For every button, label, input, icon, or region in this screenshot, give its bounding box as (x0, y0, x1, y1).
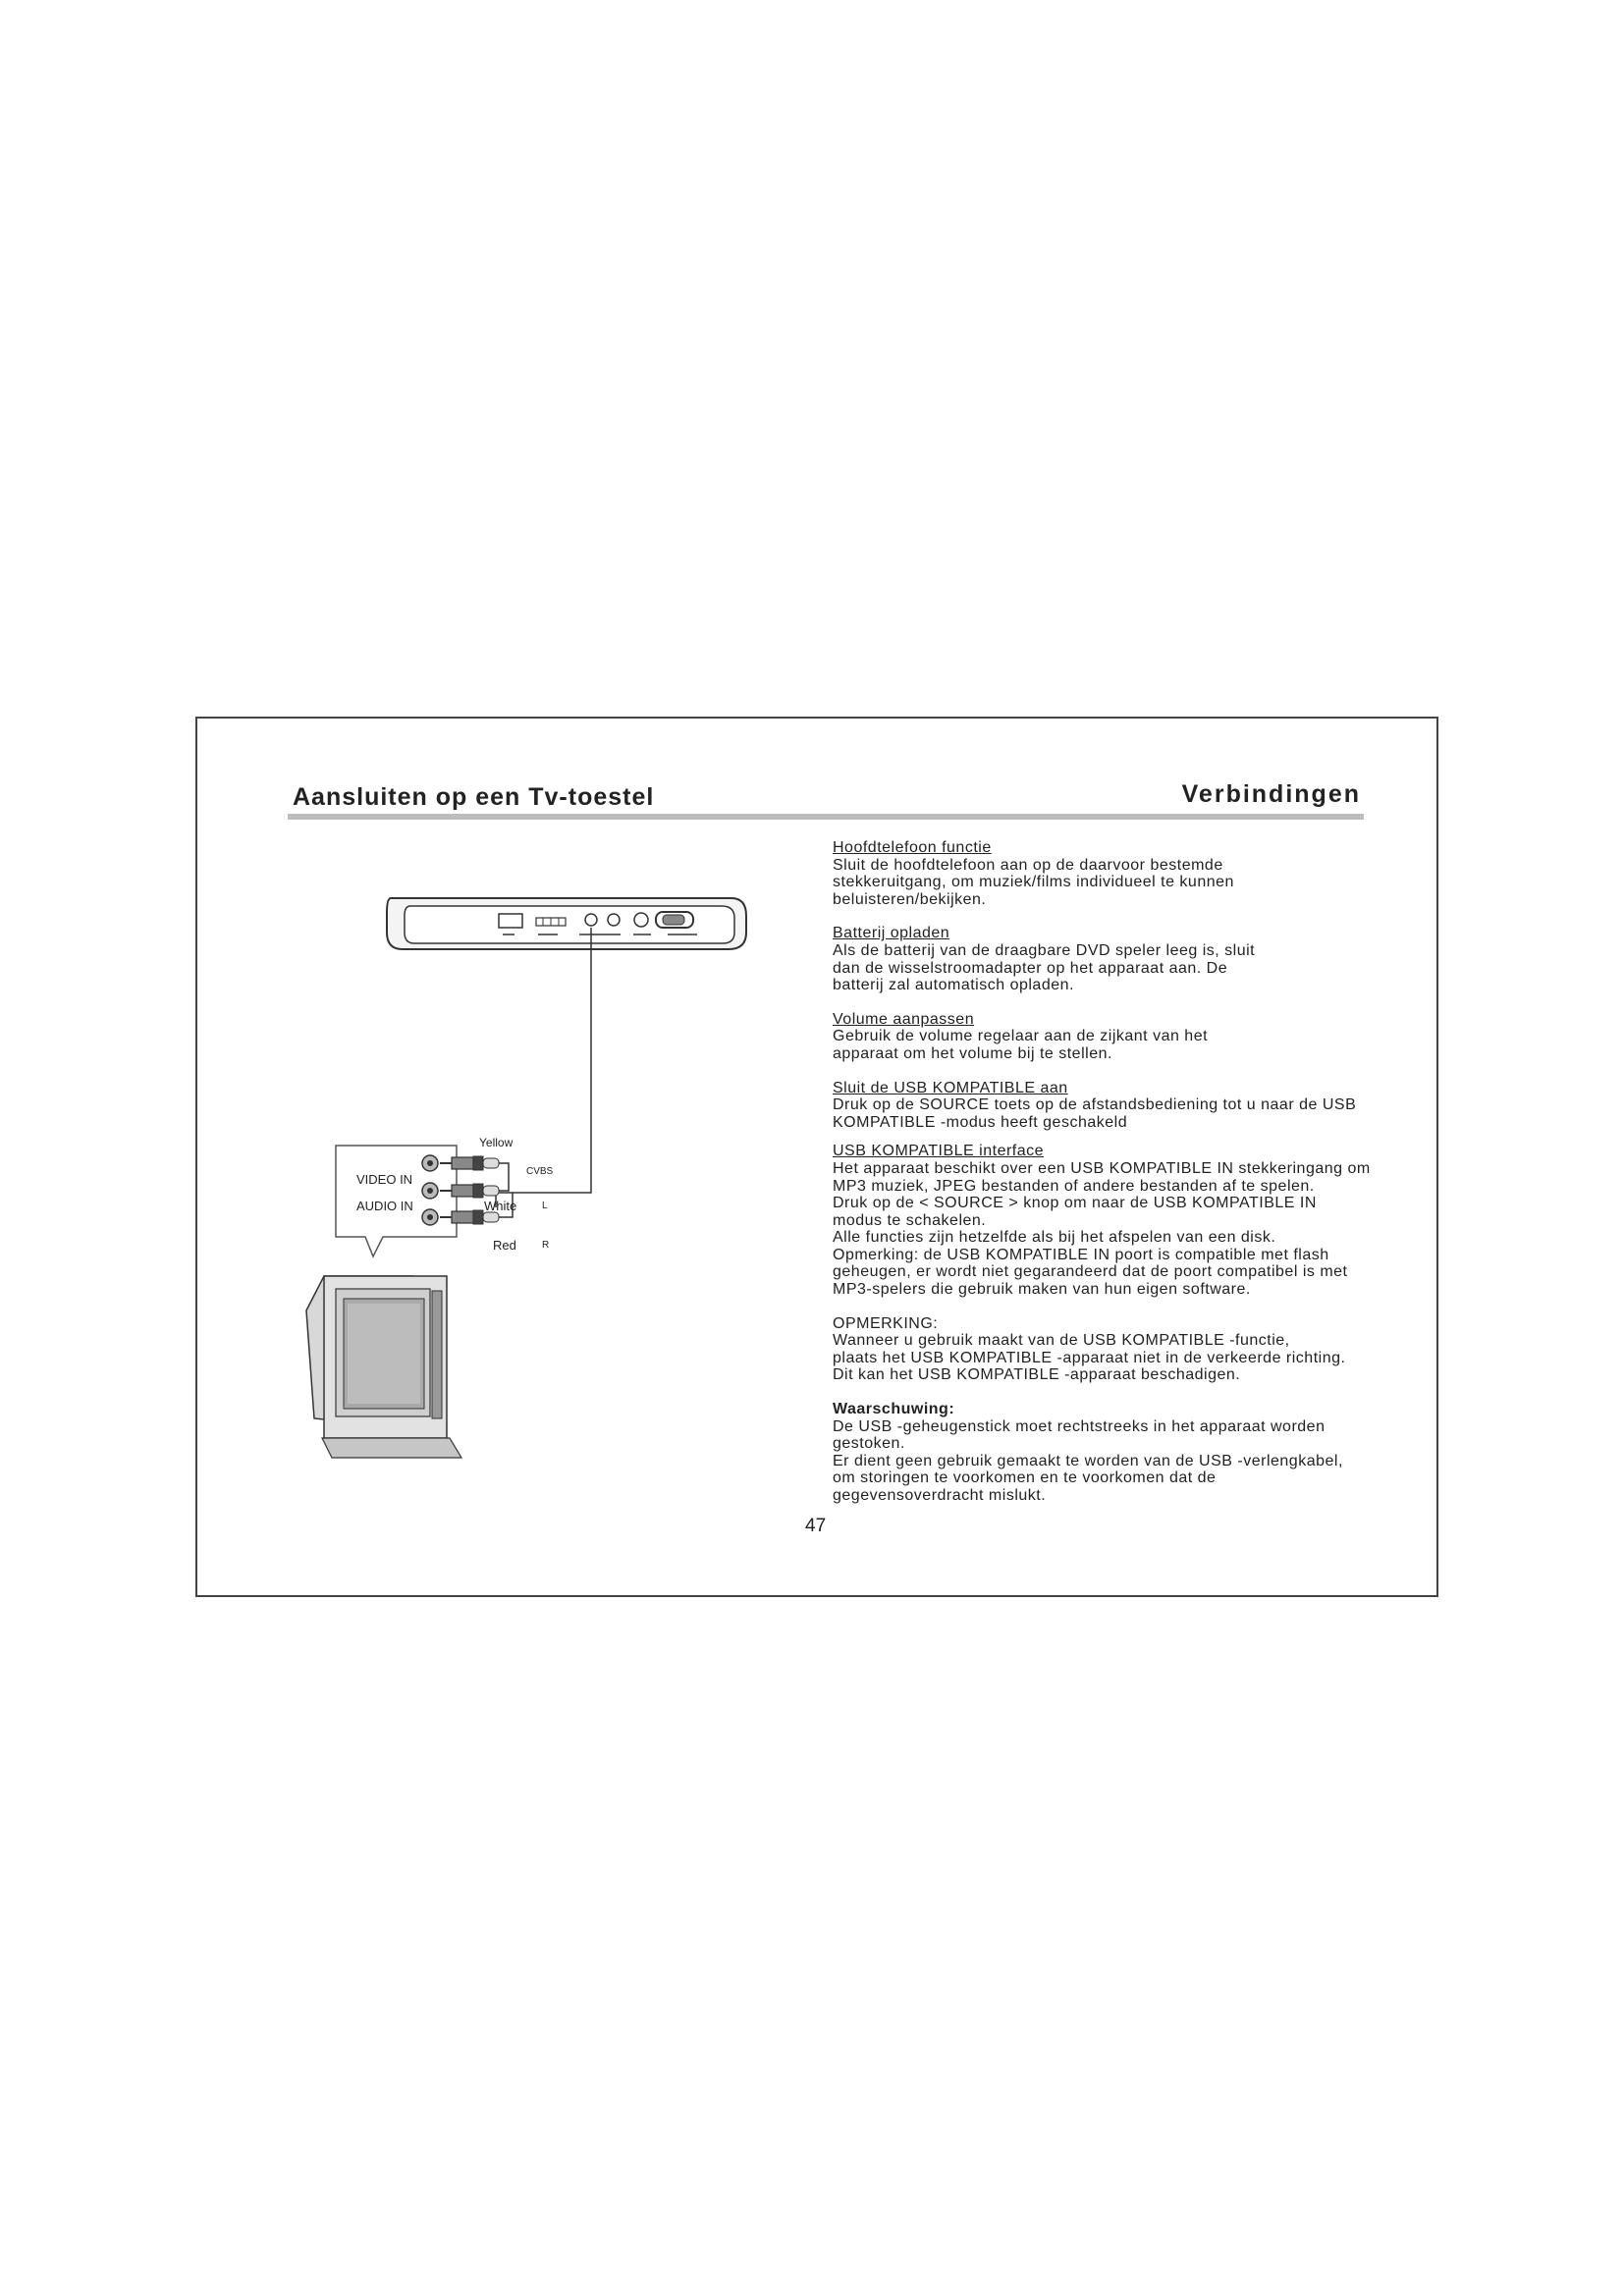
text-line: Alle functies zijn hetzelfde als bij het afspelen van een disk. (833, 1229, 1276, 1247)
text-line: Dit kan het USB KOMPATIBLE -apparaat beschadigen. (833, 1366, 1241, 1384)
text-line: beluisteren/bekijken. (833, 890, 987, 908)
section-heading: OPMERKING: (833, 1314, 939, 1332)
text-line: MP3 muziek, JPEG bestanden of andere bestanden af te spelen. (833, 1177, 1315, 1195)
text-line: Het apparaat beschikt over een USB KOMPATIBLE IN stekkeringang om (833, 1159, 1371, 1177)
section-title: Aansluiten op een Tv-toestel (293, 783, 655, 811)
section-note (833, 1315, 1402, 1384)
text-line: batterij zal automatisch opladen. (833, 977, 1074, 994)
l-label: L (542, 1201, 548, 1211)
section-battery (833, 925, 1402, 993)
instructions-column (833, 839, 1402, 1522)
text-line: Gebruik de volume regelaar aan de zijkant van het (833, 1028, 1209, 1045)
text-line: modus te schakelen. (833, 1211, 987, 1229)
text-line: Opmerking: de USB KOMPATIBLE IN poort is compatible met flash (833, 1246, 1329, 1263)
text-line: De USB -geheugenstick moet rechtstreeks in het apparaat worden (833, 1417, 1326, 1435)
section-heading: Waarschuwing: (833, 1401, 955, 1418)
header-rule (288, 814, 1364, 820)
text-line: MP3-spelers die gebruik maken van hun eigen software. (833, 1281, 1251, 1299)
text-line: dan de wisselstroomadapter op het apparaat aan. De (833, 959, 1228, 977)
section-usb-connect (833, 1080, 1402, 1132)
section-heading: USB KOMPATIBLE interface (833, 1143, 1045, 1160)
audio-in-label: AUDIO IN (356, 1199, 413, 1213)
text-line: geheugen, er wordt niet gegarandeerd dat de poort compatibel is met (833, 1263, 1348, 1281)
section-volume (833, 1011, 1402, 1063)
section-heading: Hoofdtelefoon functie (833, 839, 992, 856)
white-label: White (484, 1199, 517, 1213)
section-usb-interface (833, 1143, 1402, 1298)
text-line: gegevensoverdracht mislukt. (833, 1487, 1047, 1504)
section-heading: Sluit de USB KOMPATIBLE aan (833, 1079, 1068, 1096)
video-in-label: VIDEO IN (356, 1172, 413, 1187)
rca-jacks (422, 1155, 438, 1225)
section-heading: Volume aanpassen (833, 1010, 975, 1028)
text-line: Wanneer u gebruik maakt van de USB KOMPATIBLE -functie, (833, 1332, 1290, 1350)
section-warning (833, 1401, 1402, 1505)
connection-diagram (285, 879, 756, 1487)
dvd-player-illustration (387, 898, 746, 949)
text-line: Er dient geen gebruik gemaakt te worden van de USB -verlengkabel, (833, 1452, 1343, 1469)
r-label: R (542, 1240, 550, 1251)
yellow-label: Yellow (479, 1136, 514, 1149)
cvbs-label: CVBS (526, 1166, 554, 1177)
text-line: apparaat om het volume bij te stellen. (833, 1044, 1112, 1062)
text-line: om storingen te voorkomen en te voorkomen dat de (833, 1469, 1217, 1487)
text-line: stekkeruitgang, om muziek/films individueel te kunnen (833, 874, 1234, 891)
chapter-title: Verbindingen (1181, 780, 1361, 808)
text-line: Druk op de < SOURCE > knop om naar de USB KOMPATIBLE IN (833, 1195, 1317, 1212)
text-line: plaats het USB KOMPATIBLE -apparaat niet in de verkeerde richting. (833, 1349, 1346, 1366)
section-heading: Batterij opladen (833, 925, 950, 942)
text-line: gestoken. (833, 1435, 905, 1453)
red-label: Red (493, 1238, 516, 1253)
text-line: Druk op de SOURCE toets op de afstandsbediening tot u naar de USB (833, 1096, 1357, 1114)
text-line: Sluit de hoofdtelefoon aan op de daarvoor bestemde (833, 856, 1223, 874)
section-headphone (833, 839, 1402, 908)
text-line: KOMPATIBLE -modus heeft geschakeld (833, 1113, 1128, 1131)
page-number: 47 (805, 1516, 827, 1536)
tv-illustration (306, 1276, 461, 1458)
av-cable (491, 928, 591, 1193)
text-line: Als de batterij van de draagbare DVD speler leeg is, sluit (833, 941, 1256, 959)
